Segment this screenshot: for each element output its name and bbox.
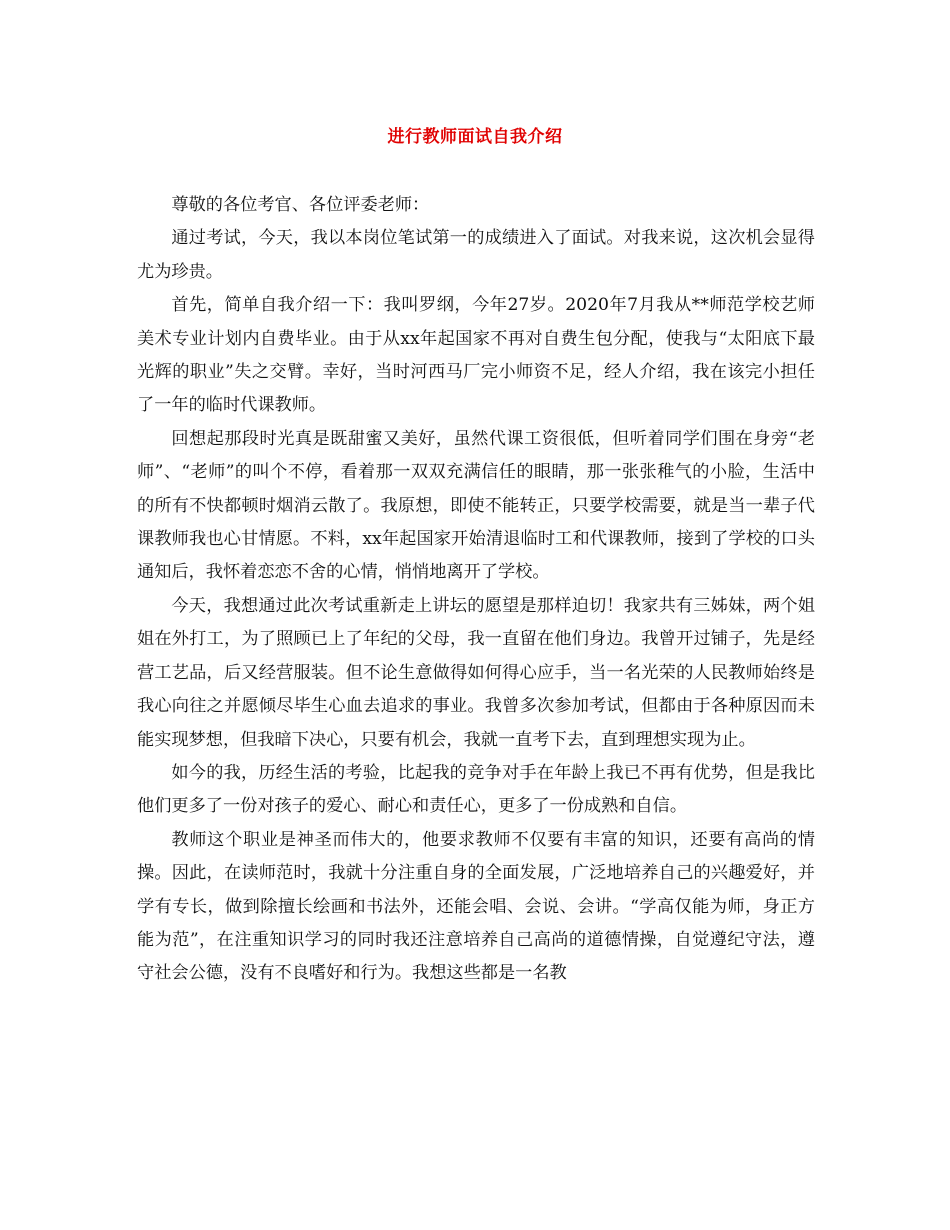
paragraph: 如今的我，历经生活的考验，比起我的竞争对手在年龄上我已不再有优势，但是我比他们更多了一份对孩子的爱心、耐心和责任心，更多了一份成熟和自信。 — [137, 762, 815, 817]
paragraph: 首先，简单自我介绍一下：我叫罗纲，今年27岁。2020年7月我从**师范学校艺师美术专业计划内自费毕业。由于从xx年起国家不再对自费生包分配，使我与“太阳底下最光辉的职业”失之交臂。幸好，当时河西马厂完小师资不足，经人介绍，我在该完小担任了一年的临时代课教师。 — [137, 295, 815, 416]
paragraph-greeting: 尊敬的各位考官、各位评委老师： — [171, 195, 430, 215]
paragraph: 今天，我想通过此次考试重新走上讲坛的愿望是那样迫切！我家共有三姊妹，两个姐姐在外打工，为了照顾已上了年纪的父母，我一直留在他们身边。我曾开过铺子，先是经营工艺品，后又经营服装。但不论生意做得如何得心应手，当一名光荣的人民教师始终是我心向往之并愿倾尽毕生心血去追求的事业。我曾多次参加考试，但都由于各种原因而未能实现梦想，但我暗下决心，只要有机会，我就一直考下去，直到理想实现为止。 — [137, 595, 815, 750]
document-body — [137, 189, 815, 991]
paragraph: 教师这个职业是神圣而伟大的，他要求教师不仅要有丰富的知识，还要有高尚的情操。因此，在读师范时，我就十分注重自身的全面发展，广泛地培养自己的兴趣爱好，并学有专长，做到除擅长绘画和书法外，还能会唱、会说、会讲。“学高仅能为师，身正方能为范”，在注重知识学习的同时我还注意培养自己高尚的道德情操，自觉遵纪守法，遵守社会公德，没有不良嗜好和行为。我想这些都是一名教 — [137, 829, 815, 984]
document-title: 进行教师面试自我介绍 — [387, 127, 563, 147]
paragraph: 回想起那段时光真是既甜蜜又美好，虽然代课工资很低，但听着同学们围在身旁“老师”、“老师”的叫个不停，看着那一双双充满信任的眼睛，那一张张稚气的小脸，生活中的所有不快都顿时烟消云散了。我原想，即使不能转正，只要学校需要，就是当一辈子代课教师我也心甘情愿。不料，xx年起国家开始清退临时工和代课教师，接到了学校的口头通知后，我怀着恋恋不舍的心情，悄悄地离开了学校。 — [137, 428, 815, 583]
paragraph: 通过考试，今天，我以本岗位笔试第一的成绩进入了面试。对我来说，这次机会显得尤为珍贵。 — [137, 228, 815, 282]
